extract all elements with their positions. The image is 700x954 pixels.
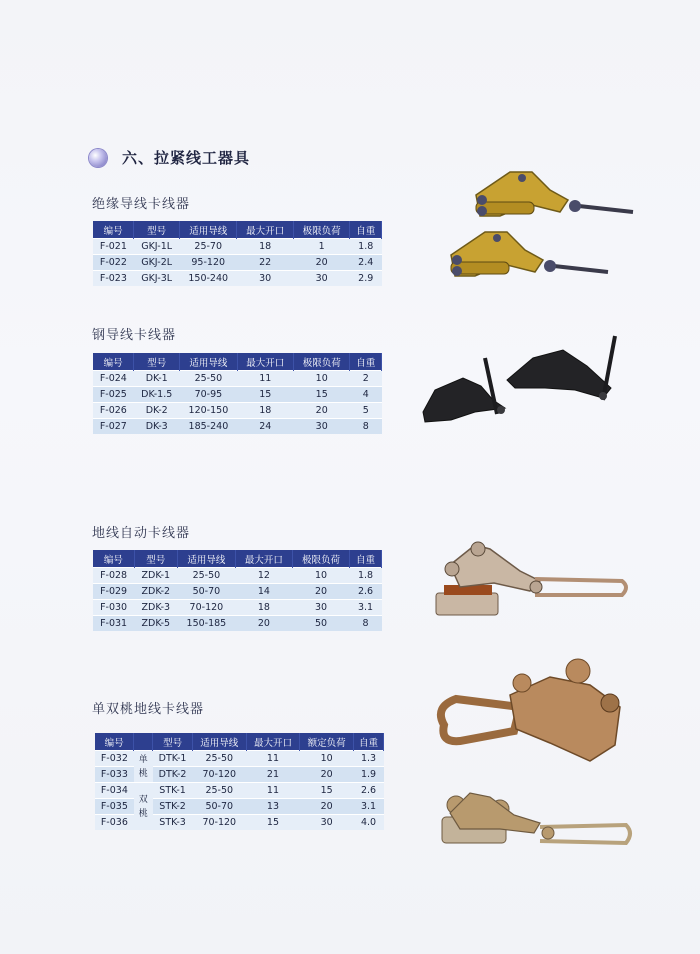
spec-table-1 <box>93 221 382 286</box>
table-cell: 1.8 <box>350 568 382 584</box>
col-header: 自重 <box>354 733 384 751</box>
col-header: 型号 <box>134 353 180 371</box>
col-header: 最大开口 <box>237 353 293 371</box>
page-title: 六、拉紧线工器具 <box>122 149 251 167</box>
section-title-2: 钢导线卡线器 <box>92 328 177 343</box>
table-cell: F-034 <box>95 783 134 799</box>
table-cell: ZDK-3 <box>134 600 177 616</box>
table-cell: 1 <box>293 239 350 255</box>
table-cell: 1.8 <box>350 239 382 255</box>
table-cell: 20 <box>300 799 354 815</box>
table-cell: 15 <box>294 387 350 403</box>
table-cell: STK-2 <box>153 799 193 815</box>
table-cell: F-035 <box>95 799 134 815</box>
table-cell: 22 <box>237 255 294 271</box>
table-cell: ZDK-2 <box>134 584 177 600</box>
group-label-single <box>134 751 153 783</box>
table-row <box>93 271 382 287</box>
col-header: 编号 <box>95 733 134 751</box>
table-cell: 20 <box>292 584 349 600</box>
table-cell: 30 <box>237 271 294 287</box>
col-header: 自重 <box>350 550 382 568</box>
table-cell: 20 <box>293 255 350 271</box>
table-row <box>93 371 382 387</box>
section-title-3: 地线自动卡线器 <box>92 526 191 541</box>
table-cell: GKJ-1L <box>134 239 180 255</box>
section-title-4: 单双桃地线卡线器 <box>92 702 205 717</box>
col-header: 自重 <box>350 221 382 239</box>
table-cell: GKJ-3L <box>134 271 180 287</box>
table-cell: 15 <box>246 815 300 831</box>
table-cell: F-029 <box>93 584 134 600</box>
table-cell: F-023 <box>93 271 134 287</box>
col-header: 编号 <box>93 353 134 371</box>
bullet-icon <box>89 149 107 167</box>
table-cell: F-031 <box>93 616 134 632</box>
table-row <box>93 584 382 600</box>
col-header: 适用导线 <box>180 353 237 371</box>
table-cell: 10 <box>300 751 354 767</box>
table-cell: F-021 <box>93 239 134 255</box>
table-cell: 70-120 <box>192 767 246 783</box>
table-cell: 14 <box>235 584 292 600</box>
table-cell: 8 <box>350 419 382 435</box>
table-cell: DK-2 <box>134 403 180 419</box>
table-cell: 3.1 <box>350 600 382 616</box>
table-cell: 25-50 <box>180 371 237 387</box>
table-cell: F-032 <box>95 751 134 767</box>
col-header: 最大开口 <box>237 221 294 239</box>
table-row <box>93 568 382 584</box>
insulated-wire-grip-image <box>440 160 645 290</box>
table-cell: 95-120 <box>180 255 237 271</box>
table-cell: 150-185 <box>177 616 235 632</box>
table-cell: 2 <box>350 371 382 387</box>
table-row <box>93 387 382 403</box>
table-row <box>93 600 382 616</box>
spec-table-4 <box>95 733 384 830</box>
table-cell: 25-70 <box>180 239 237 255</box>
table-cell: 30 <box>292 600 349 616</box>
table-cell: ZDK-5 <box>134 616 177 632</box>
table-cell: 2.4 <box>350 255 382 271</box>
group-label-double <box>134 783 153 831</box>
table-cell: STK-3 <box>153 815 193 831</box>
table-cell: 120-150 <box>180 403 237 419</box>
col-header: 编号 <box>93 550 134 568</box>
col-header: 适用导线 <box>180 221 237 239</box>
table-cell: DK-3 <box>134 419 180 435</box>
col-header: 最大开口 <box>246 733 300 751</box>
table-cell: 5 <box>350 403 382 419</box>
table-cell: 11 <box>246 783 300 799</box>
table-cell: F-036 <box>95 815 134 831</box>
table-cell: 70-95 <box>180 387 237 403</box>
table-cell: F-033 <box>95 767 134 783</box>
col-header: 极限负荷 <box>292 550 349 568</box>
table-row <box>93 616 382 632</box>
col-header: 编号 <box>93 221 134 239</box>
col-header: 型号 <box>134 550 177 568</box>
table-cell: 20 <box>300 767 354 783</box>
table-cell: 25-50 <box>177 568 235 584</box>
table-cell: DTK-1 <box>153 751 193 767</box>
table-cell: DTK-2 <box>153 767 193 783</box>
table-cell: F-028 <box>93 568 134 584</box>
table-cell: 50 <box>292 616 349 632</box>
table-cell: 4 <box>350 387 382 403</box>
table-cell: 150-240 <box>180 271 237 287</box>
single-double-grip-image <box>430 655 645 855</box>
table-cell: 15 <box>300 783 354 799</box>
table-cell: 2.6 <box>354 783 384 799</box>
table-cell: 4.0 <box>354 815 384 831</box>
table-cell: F-025 <box>93 387 134 403</box>
table-cell: 1.9 <box>354 767 384 783</box>
table-row <box>93 403 382 419</box>
steel-wire-grip-image <box>415 330 630 430</box>
table-cell: 21 <box>246 767 300 783</box>
table-cell: 12 <box>235 568 292 584</box>
table-cell: 70-120 <box>177 600 235 616</box>
table-cell: DK-1.5 <box>134 387 180 403</box>
group-label: 双桃 <box>138 794 148 819</box>
table-cell: 70-120 <box>192 815 246 831</box>
table-cell: 18 <box>237 403 293 419</box>
table-row <box>95 751 384 767</box>
table-cell: 10 <box>294 371 350 387</box>
col-header: 自重 <box>350 353 382 371</box>
col-header: 适用导线 <box>177 550 235 568</box>
table-cell: 24 <box>237 419 293 435</box>
group-label: 单桃 <box>138 754 148 779</box>
table-row <box>95 783 384 799</box>
table-cell: 20 <box>235 616 292 632</box>
table-cell: 50-70 <box>177 584 235 600</box>
col-header: 适用导线 <box>192 733 246 751</box>
table-cell: 50-70 <box>192 799 246 815</box>
table-row <box>93 255 382 271</box>
table-cell: 18 <box>235 600 292 616</box>
col-header: 型号 <box>153 733 193 751</box>
ground-wire-auto-grip-image <box>430 535 635 625</box>
table-row <box>93 239 382 255</box>
table-cell: F-026 <box>93 403 134 419</box>
table-cell: F-022 <box>93 255 134 271</box>
table-cell: F-027 <box>93 419 134 435</box>
table-cell: 20 <box>294 403 350 419</box>
table-cell: F-030 <box>93 600 134 616</box>
col-header: 极限负荷 <box>293 221 350 239</box>
table-cell: 3.1 <box>354 799 384 815</box>
table-cell: 18 <box>237 239 294 255</box>
table-cell: 185-240 <box>180 419 237 435</box>
table-cell: 2.9 <box>350 271 382 287</box>
table-cell: 10 <box>292 568 349 584</box>
table-cell: 30 <box>300 815 354 831</box>
spec-table-2 <box>93 353 382 434</box>
table-cell: F-024 <box>93 371 134 387</box>
table-cell: STK-1 <box>153 783 193 799</box>
table-cell: 30 <box>294 419 350 435</box>
col-header-blank <box>134 733 153 751</box>
table-cell: 11 <box>246 751 300 767</box>
table-cell: 8 <box>350 616 382 632</box>
section-title-1: 绝缘导线卡线器 <box>92 197 191 212</box>
table-cell: 13 <box>246 799 300 815</box>
col-header: 极限负荷 <box>294 353 350 371</box>
col-header: 额定负荷 <box>300 733 354 751</box>
table-cell: 15 <box>237 387 293 403</box>
table-cell: 2.6 <box>350 584 382 600</box>
table-cell: 25-50 <box>192 751 246 767</box>
table-cell: GKJ-2L <box>134 255 180 271</box>
table-cell: DK-1 <box>134 371 180 387</box>
col-header: 最大开口 <box>235 550 292 568</box>
table-cell: 11 <box>237 371 293 387</box>
table-cell: 1.3 <box>354 751 384 767</box>
table-cell: 30 <box>293 271 350 287</box>
spec-table-3 <box>93 550 382 631</box>
table-cell: ZDK-1 <box>134 568 177 584</box>
col-header: 型号 <box>134 221 180 239</box>
table-row <box>93 419 382 435</box>
table-cell: 25-50 <box>192 783 246 799</box>
